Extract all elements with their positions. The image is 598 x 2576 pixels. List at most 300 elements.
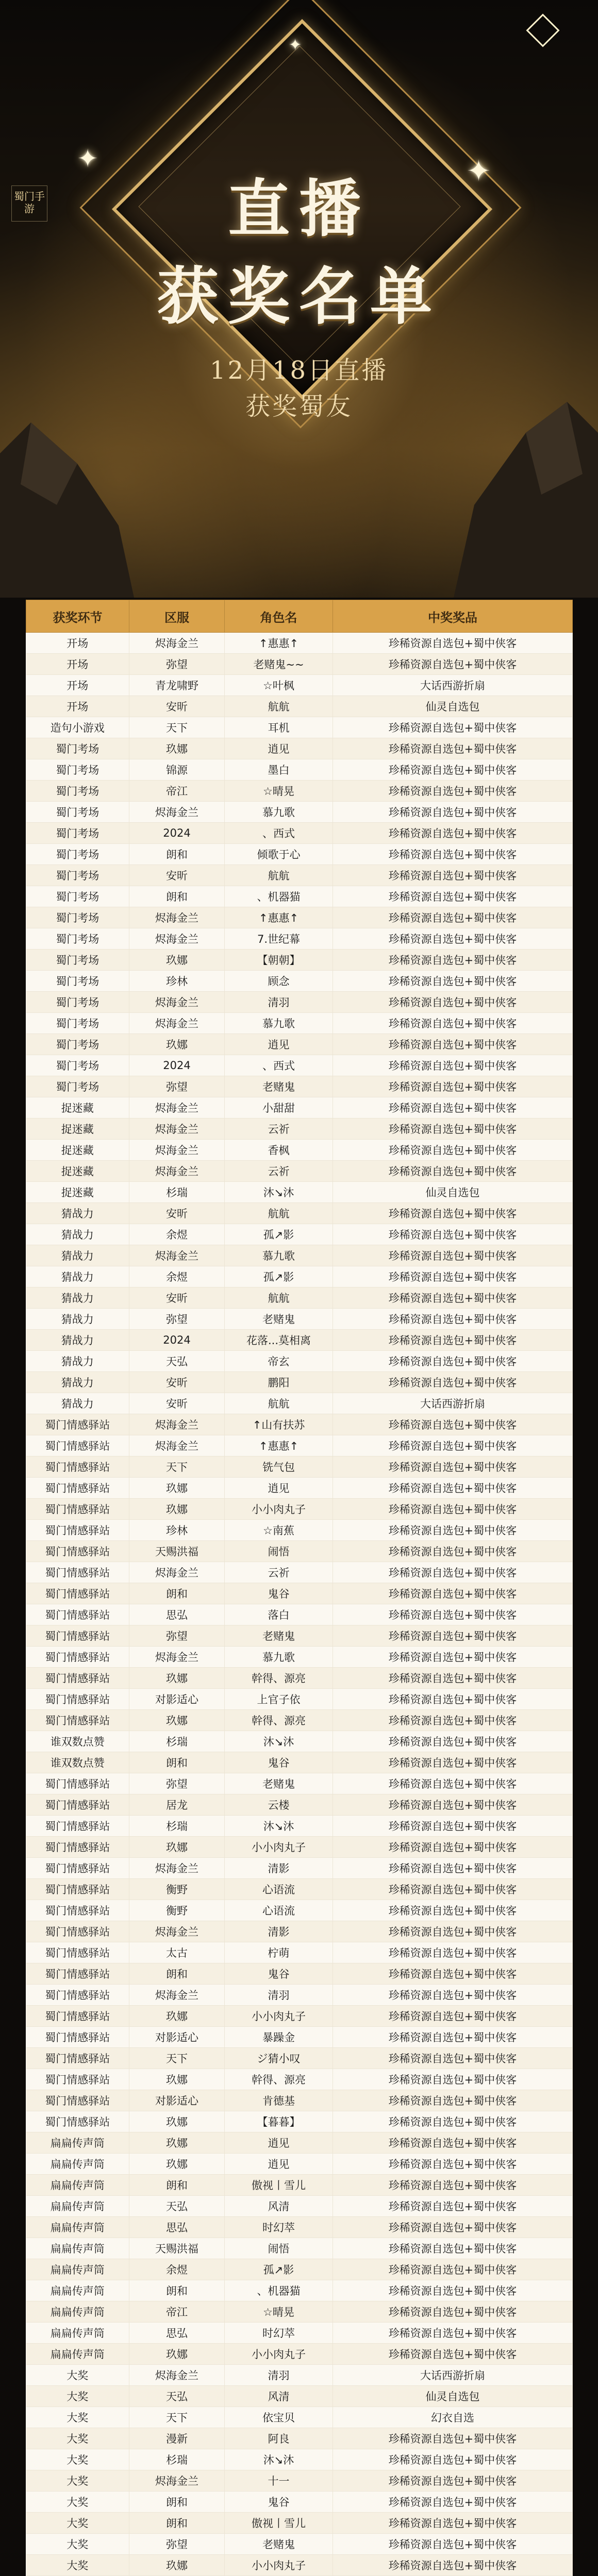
cell-stage: 猜战力	[26, 1245, 129, 1266]
cell-character: ↑惠惠↑	[225, 633, 333, 654]
cell-prize: 珍稀资源自选包+蜀中侠客	[333, 2090, 573, 2111]
cell-server: 衡野	[129, 1879, 225, 1900]
cell-stage: 大奖	[26, 2365, 129, 2386]
cell-stage: 猜战力	[26, 1393, 129, 1414]
cell-prize: 珍稀资源自选包+蜀中侠客	[333, 2154, 573, 2175]
cell-prize: 珍稀资源自选包+蜀中侠客	[333, 1140, 573, 1161]
cell-server: 安昕	[129, 696, 225, 717]
cell-server: 玖娜	[129, 1710, 225, 1731]
cell-prize: 珍稀资源自选包+蜀中侠客	[333, 1351, 573, 1372]
cell-server: 玖娜	[129, 2344, 225, 2365]
table-row	[26, 928, 573, 950]
cell-stage: 大奖	[26, 2407, 129, 2428]
cell-prize: 珍稀资源自选包+蜀中侠客	[333, 1287, 573, 1309]
cell-prize: 珍稀资源自选包+蜀中侠客	[333, 2217, 573, 2238]
table-row	[26, 2301, 573, 2323]
cell-prize: 珍稀资源自选包+蜀中侠客	[333, 1689, 573, 1710]
cell-prize: 珍稀资源自选包+蜀中侠客	[333, 1752, 573, 1773]
cell-stage: 蜀门情感驿站	[26, 1879, 129, 1900]
cell-character: 时幻萃	[225, 2323, 333, 2344]
cell-character: 小小肉丸子	[225, 1499, 333, 1520]
table-row	[26, 1224, 573, 1245]
table-row	[26, 1013, 573, 1034]
cell-prize: 珍稀资源自选包+蜀中侠客	[333, 1858, 573, 1879]
cell-server: 天弘	[129, 2386, 225, 2407]
cell-prize: 珍稀资源自选包+蜀中侠客	[333, 1478, 573, 1499]
cell-prize: 珍稀资源自选包+蜀中侠客	[333, 2280, 573, 2301]
cell-character: 老赌鬼	[225, 1076, 333, 1097]
cell-server: 烬海金兰	[129, 802, 225, 823]
cell-stage: 捉迷藏	[26, 1161, 129, 1182]
cell-prize: 珍稀资源自选包+蜀中侠客	[333, 2132, 573, 2154]
cell-server: 朗和	[129, 2513, 225, 2534]
cell-prize: 珍稀资源自选包+蜀中侠客	[333, 2323, 573, 2344]
table-row	[26, 971, 573, 992]
cell-character: 【暮暮】	[225, 2111, 333, 2132]
cell-stage: 蜀门考场	[26, 907, 129, 928]
cell-stage: 蜀门情感驿站	[26, 2006, 129, 2027]
cell-character: 清羽	[225, 1985, 333, 2006]
cell-prize: 珍稀资源自选包+蜀中侠客	[333, 633, 573, 654]
cell-server: 烬海金兰	[129, 1097, 225, 1118]
cell-stage: 猜战力	[26, 1309, 129, 1330]
table-row	[26, 1140, 573, 1161]
table-row	[26, 2534, 573, 2555]
cell-stage: 扁扁传声筒	[26, 2175, 129, 2196]
cell-server: 弥望	[129, 1076, 225, 1097]
cell-character: 老赌鬼	[225, 1309, 333, 1330]
cell-character: ジ猜小叹	[225, 2048, 333, 2069]
cell-character: 耳机	[225, 717, 333, 738]
corner-logo: 蜀门手游	[11, 185, 47, 222]
cell-character: 慕九歌	[225, 802, 333, 823]
cell-prize: 珍稀资源自选包+蜀中侠客	[333, 2111, 573, 2132]
cell-server: 烬海金兰	[129, 1161, 225, 1182]
cell-stage: 蜀门情感驿站	[26, 1562, 129, 1583]
cell-character: 逍见	[225, 1034, 333, 1055]
cell-server: 安昕	[129, 1393, 225, 1414]
cell-prize: 仙灵自选包	[333, 2386, 573, 2407]
table-row	[26, 1245, 573, 1266]
cell-prize: 珍稀资源自选包+蜀中侠客	[333, 1076, 573, 1097]
cell-prize: 珍稀资源自选包+蜀中侠客	[333, 1668, 573, 1689]
cell-character: 逍见	[225, 2132, 333, 2154]
cell-stage: 扁扁传声筒	[26, 2217, 129, 2238]
cell-character: 清影	[225, 1921, 333, 1942]
table-row	[26, 1710, 573, 1731]
cell-prize: 珍稀资源自选包+蜀中侠客	[333, 654, 573, 675]
cell-prize: 珍稀资源自选包+蜀中侠客	[333, 2238, 573, 2259]
cell-server: 2024	[129, 823, 225, 844]
cell-character: 7.世纪幕	[225, 928, 333, 950]
cell-prize: 大话西游折扇	[333, 675, 573, 696]
cell-character: 航航	[225, 1393, 333, 1414]
cell-stage: 蜀门考场	[26, 1034, 129, 1055]
cell-prize: 珍稀资源自选包+蜀中侠客	[333, 1499, 573, 1520]
cell-stage: 蜀门考场	[26, 1055, 129, 1076]
table-row	[26, 2407, 573, 2428]
cell-prize: 珍稀资源自选包+蜀中侠客	[333, 2428, 573, 2449]
table-row	[26, 2048, 573, 2069]
cell-character: 老赌鬼	[225, 2534, 333, 2555]
table-row	[26, 654, 573, 675]
table-row	[26, 1287, 573, 1309]
cell-character: 逍见	[225, 1478, 333, 1499]
cell-server: 玖娜	[129, 738, 225, 759]
cell-character: 幹得、源亮	[225, 2069, 333, 2090]
cell-stage: 扁扁传声筒	[26, 2196, 129, 2217]
cell-stage: 开场	[26, 654, 129, 675]
cell-server: 玖娜	[129, 2006, 225, 2027]
hero-banner	[0, 0, 598, 598]
cell-prize: 珍稀资源自选包+蜀中侠客	[333, 1647, 573, 1668]
cell-server: 玖娜	[129, 2132, 225, 2154]
table-row	[26, 1520, 573, 1541]
cell-server: 烬海金兰	[129, 1435, 225, 1456]
cell-prize: 珍稀资源自选包+蜀中侠客	[333, 1520, 573, 1541]
cell-prize: 珍稀资源自选包+蜀中侠客	[333, 823, 573, 844]
cell-prize: 珍稀资源自选包+蜀中侠客	[333, 992, 573, 1013]
cell-prize: 珍稀资源自选包+蜀中侠客	[333, 2259, 573, 2280]
header-character: 角色名	[225, 600, 333, 633]
cell-prize: 珍稀资源自选包+蜀中侠客	[333, 2175, 573, 2196]
cell-server: 烬海金兰	[129, 633, 225, 654]
cell-prize: 珍稀资源自选包+蜀中侠客	[333, 781, 573, 802]
cell-character: ☆晴晃	[225, 2301, 333, 2323]
cell-prize: 珍稀资源自选包+蜀中侠客	[333, 1583, 573, 1604]
cell-server: 余煜	[129, 2259, 225, 2280]
cell-character: 鹏阳	[225, 1372, 333, 1393]
subtitle-winners: 获奖蜀友	[245, 392, 353, 421]
page-title-line2: 获奖名单	[157, 260, 441, 333]
cell-stage: 蜀门考场	[26, 992, 129, 1013]
cell-character: 傲视丨雪儿	[225, 2175, 333, 2196]
cell-character: 清影	[225, 1858, 333, 1879]
cell-character: 时幻萃	[225, 2217, 333, 2238]
cell-prize: 珍稀资源自选包+蜀中侠客	[333, 1013, 573, 1034]
cell-server: 天下	[129, 2048, 225, 2069]
cell-stage: 猜战力	[26, 1203, 129, 1224]
cell-server: 朗和	[129, 1752, 225, 1773]
cell-server: 玖娜	[129, 2555, 225, 2576]
table-body	[26, 633, 573, 2576]
cell-character: 香枫	[225, 1140, 333, 1161]
cell-prize: 珍稀资源自选包+蜀中侠客	[333, 1879, 573, 1900]
cell-server: 安昕	[129, 1287, 225, 1309]
cell-prize: 珍稀资源自选包+蜀中侠客	[333, 2027, 573, 2048]
table-row	[26, 1203, 573, 1224]
cell-server: 烬海金兰	[129, 1140, 225, 1161]
cell-prize: 珍稀资源自选包+蜀中侠客	[333, 1414, 573, 1435]
cell-character: 【朝朝】	[225, 950, 333, 971]
cell-prize: 珍稀资源自选包+蜀中侠客	[333, 1794, 573, 1816]
winners-table-container	[26, 600, 572, 2576]
table-row	[26, 1055, 573, 1076]
cell-character: ☆叶枫	[225, 675, 333, 696]
cell-character: 肯德基	[225, 2090, 333, 2111]
cell-server: 杉瑞	[129, 2449, 225, 2470]
table-row	[26, 1541, 573, 1562]
table-row	[26, 2365, 573, 2386]
cell-character: 暴躁金	[225, 2027, 333, 2048]
cell-stage: 蜀门考场	[26, 1013, 129, 1034]
cell-server: 弥望	[129, 1625, 225, 1647]
cell-character: 沐↘沐	[225, 1731, 333, 1752]
cell-server: 天弘	[129, 2196, 225, 2217]
cell-character: 云祈	[225, 1562, 333, 1583]
header-stage: 获奖环节	[26, 600, 129, 633]
cell-stage: 猜战力	[26, 1351, 129, 1372]
cell-server: 朗和	[129, 2492, 225, 2513]
cell-stage: 蜀门情感驿站	[26, 1773, 129, 1794]
cell-server: 烬海金兰	[129, 1647, 225, 1668]
cell-stage: 开场	[26, 696, 129, 717]
cell-character: 鬼谷	[225, 1583, 333, 1604]
table-row	[26, 1921, 573, 1942]
cell-server: 玖娜	[129, 1668, 225, 1689]
table-row	[26, 2428, 573, 2449]
cell-character: 顾念	[225, 971, 333, 992]
cell-character: 慕九歌	[225, 1245, 333, 1266]
cell-character: 孤↗影	[225, 2259, 333, 2280]
square-ornament-icon	[526, 13, 559, 47]
cell-server: 朗和	[129, 1583, 225, 1604]
cell-server: 烬海金兰	[129, 1414, 225, 1435]
cell-stage: 蜀门情感驿站	[26, 2027, 129, 2048]
cell-stage: 大奖	[26, 2470, 129, 2492]
cell-server: 余煜	[129, 1224, 225, 1245]
cell-prize: 幻衣自选	[333, 2407, 573, 2428]
table-row	[26, 2069, 573, 2090]
cell-stage: 蜀门情感驿站	[26, 2048, 129, 2069]
table-row	[26, 1034, 573, 1055]
cell-character: 铣气包	[225, 1456, 333, 1478]
cell-character: 风清	[225, 2196, 333, 2217]
cell-prize: 珍稀资源自选包+蜀中侠客	[333, 907, 573, 928]
table-row	[26, 1097, 573, 1118]
cell-stage: 蜀门考场	[26, 950, 129, 971]
cell-stage: 蜀门考场	[26, 1076, 129, 1097]
cell-prize: 珍稀资源自选包+蜀中侠客	[333, 2301, 573, 2323]
cell-server: 烬海金兰	[129, 1245, 225, 1266]
table-row	[26, 759, 573, 781]
table-row	[26, 2154, 573, 2175]
cell-prize: 珍稀资源自选包+蜀中侠客	[333, 1372, 573, 1393]
table-row	[26, 1668, 573, 1689]
cell-server: 玖娜	[129, 1499, 225, 1520]
cell-prize: 珍稀资源自选包+蜀中侠客	[333, 865, 573, 886]
cell-prize: 珍稀资源自选包+蜀中侠客	[333, 886, 573, 907]
table-row	[26, 1414, 573, 1435]
cell-character: 老赌鬼	[225, 1773, 333, 1794]
cell-prize: 珍稀资源自选包+蜀中侠客	[333, 1203, 573, 1224]
cell-stage: 扁扁传声筒	[26, 2154, 129, 2175]
cell-stage: 大奖	[26, 2534, 129, 2555]
table-row	[26, 1879, 573, 1900]
cell-server: 弥望	[129, 1309, 225, 1330]
table-row	[26, 2280, 573, 2301]
cell-prize: 珍稀资源自选包+蜀中侠客	[333, 2048, 573, 2069]
cell-prize: 珍稀资源自选包+蜀中侠客	[333, 1456, 573, 1478]
cell-character: ☆晴晃	[225, 781, 333, 802]
cell-stage: 蜀门情感驿站	[26, 1520, 129, 1541]
cell-prize: 珍稀资源自选包+蜀中侠客	[333, 1710, 573, 1731]
page-title-line1: 直播	[228, 173, 370, 245]
cell-server: 安昕	[129, 1203, 225, 1224]
table-row	[26, 738, 573, 759]
cell-character: 阿良	[225, 2428, 333, 2449]
cell-server: 烬海金兰	[129, 1921, 225, 1942]
cell-stage: 蜀门情感驿站	[26, 1541, 129, 1562]
cell-prize: 珍稀资源自选包+蜀中侠客	[333, 802, 573, 823]
table-row	[26, 1647, 573, 1668]
cell-stage: 蜀门情感驿站	[26, 1435, 129, 1456]
cell-stage: 蜀门考场	[26, 865, 129, 886]
cell-stage: 扁扁传声筒	[26, 2344, 129, 2365]
cell-server: 天下	[129, 717, 225, 738]
cell-prize: 大话西游折扇	[333, 2365, 573, 2386]
cell-character: 云楼	[225, 1794, 333, 1816]
cell-stage: 蜀门情感驿站	[26, 1625, 129, 1647]
cell-stage: 蜀门情感驿站	[26, 1647, 129, 1668]
table-row	[26, 802, 573, 823]
table-row	[26, 633, 573, 654]
cell-server: 杉瑞	[129, 1731, 225, 1752]
cell-prize: 珍稀资源自选包+蜀中侠客	[333, 1161, 573, 1182]
table-row	[26, 1752, 573, 1773]
cell-server: 余煜	[129, 1266, 225, 1287]
table-row	[26, 1858, 573, 1879]
cell-stage: 蜀门情感驿站	[26, 2090, 129, 2111]
table-row	[26, 2470, 573, 2492]
cell-stage: 蜀门情感驿站	[26, 2111, 129, 2132]
cell-stage: 大奖	[26, 2492, 129, 2513]
cell-character: 上官子依	[225, 1689, 333, 1710]
cell-character: 清羽	[225, 992, 333, 1013]
table-row	[26, 1794, 573, 1816]
cell-server: 玖娜	[129, 2111, 225, 2132]
cell-server: 玖娜	[129, 1034, 225, 1055]
cell-prize: 珍稀资源自选包+蜀中侠客	[333, 1731, 573, 1752]
cell-stage: 蜀门情感驿站	[26, 1900, 129, 1921]
cell-stage: 猜战力	[26, 1372, 129, 1393]
cell-prize: 珍稀资源自选包+蜀中侠客	[333, 1837, 573, 1858]
cell-stage: 蜀门情感驿站	[26, 1858, 129, 1879]
cell-server: 锦源	[129, 759, 225, 781]
cell-server: 烬海金兰	[129, 992, 225, 1013]
cell-character: 孤↗影	[225, 1224, 333, 1245]
cell-server: 居龙	[129, 1794, 225, 1816]
table-row	[26, 2555, 573, 2576]
cell-prize: 珍稀资源自选包+蜀中侠客	[333, 2449, 573, 2470]
cell-prize: 大话西游折扇	[333, 1393, 573, 1414]
cell-character: 帝玄	[225, 1351, 333, 1372]
cell-stage: 捉迷藏	[26, 1140, 129, 1161]
cell-stage: 扁扁传声筒	[26, 2280, 129, 2301]
cell-stage: 谁双数点赞	[26, 1731, 129, 1752]
cell-stage: 蜀门情感驿站	[26, 1689, 129, 1710]
cell-server: 天弘	[129, 1351, 225, 1372]
cell-server: 2024	[129, 1330, 225, 1351]
table-row	[26, 1478, 573, 1499]
cell-character: 沐↘沐	[225, 1816, 333, 1837]
cell-server: 帝江	[129, 781, 225, 802]
cell-stage: 捉迷藏	[26, 1097, 129, 1118]
cell-server: 安昕	[129, 1372, 225, 1393]
cell-prize: 珍稀资源自选包+蜀中侠客	[333, 1963, 573, 1985]
table-row	[26, 1456, 573, 1478]
rock-left-decoration	[0, 392, 134, 598]
cell-prize: 珍稀资源自选包+蜀中侠客	[333, 1266, 573, 1287]
cell-prize: 珍稀资源自选包+蜀中侠客	[333, 971, 573, 992]
cell-prize: 珍稀资源自选包+蜀中侠客	[333, 950, 573, 971]
cell-character: 鬼谷	[225, 1752, 333, 1773]
table-row	[26, 2344, 573, 2365]
table-row	[26, 2132, 573, 2154]
cell-server: 帝江	[129, 2301, 225, 2323]
table-row	[26, 1731, 573, 1752]
table-row	[26, 1773, 573, 1794]
cell-stage: 蜀门情感驿站	[26, 2069, 129, 2090]
winners-table	[26, 600, 573, 2576]
table-row	[26, 886, 573, 907]
cell-server: 玖娜	[129, 2069, 225, 2090]
cell-server: 杉瑞	[129, 1182, 225, 1203]
cell-stage: 猜战力	[26, 1224, 129, 1245]
cell-server: 玖娜	[129, 1478, 225, 1499]
cell-character: 小甜甜	[225, 1097, 333, 1118]
cell-server: 对影适心	[129, 2027, 225, 2048]
cell-server: 烬海金兰	[129, 907, 225, 928]
cell-stage: 猜战力	[26, 1287, 129, 1309]
cell-prize: 珍稀资源自选包+蜀中侠客	[333, 2555, 573, 2576]
cell-character: 闹悟	[225, 1541, 333, 1562]
cell-server: 珍林	[129, 1520, 225, 1541]
cell-prize: 珍稀资源自选包+蜀中侠客	[333, 1985, 573, 2006]
cell-character: 花落...莫相离	[225, 1330, 333, 1351]
cell-stage: 蜀门考场	[26, 738, 129, 759]
cell-prize: 珍稀资源自选包+蜀中侠客	[333, 1562, 573, 1583]
table-row	[26, 1351, 573, 1372]
table-row	[26, 1076, 573, 1097]
cell-prize: 珍稀资源自选包+蜀中侠客	[333, 2344, 573, 2365]
table-row	[26, 2259, 573, 2280]
cell-server: 对影适心	[129, 1689, 225, 1710]
table-row	[26, 1816, 573, 1837]
table-row	[26, 907, 573, 928]
cell-stage: 蜀门情感驿站	[26, 1583, 129, 1604]
cell-character: 孤↗影	[225, 1266, 333, 1287]
cell-prize: 珍稀资源自选包+蜀中侠客	[333, 2069, 573, 2090]
cell-character: 老赌鬼	[225, 1625, 333, 1647]
cell-prize: 仙灵自选包	[333, 1182, 573, 1203]
cell-prize: 珍稀资源自选包+蜀中侠客	[333, 759, 573, 781]
cell-stage: 蜀门情感驿站	[26, 1604, 129, 1625]
cell-stage: 蜀门情感驿站	[26, 1985, 129, 2006]
cell-prize: 珍稀资源自选包+蜀中侠客	[333, 1118, 573, 1140]
cell-stage: 蜀门情感驿站	[26, 1456, 129, 1478]
cell-character: 心语流	[225, 1879, 333, 1900]
cell-character: 沐↘沐	[225, 2449, 333, 2470]
cell-prize: 珍稀资源自选包+蜀中侠客	[333, 1309, 573, 1330]
cell-stage: 蜀门考场	[26, 928, 129, 950]
cell-prize: 珍稀资源自选包+蜀中侠客	[333, 2196, 573, 2217]
cell-stage: 开场	[26, 675, 129, 696]
cell-character: 航航	[225, 1287, 333, 1309]
table-row	[26, 2449, 573, 2470]
cell-server: 弥望	[129, 654, 225, 675]
table-row	[26, 1562, 573, 1583]
